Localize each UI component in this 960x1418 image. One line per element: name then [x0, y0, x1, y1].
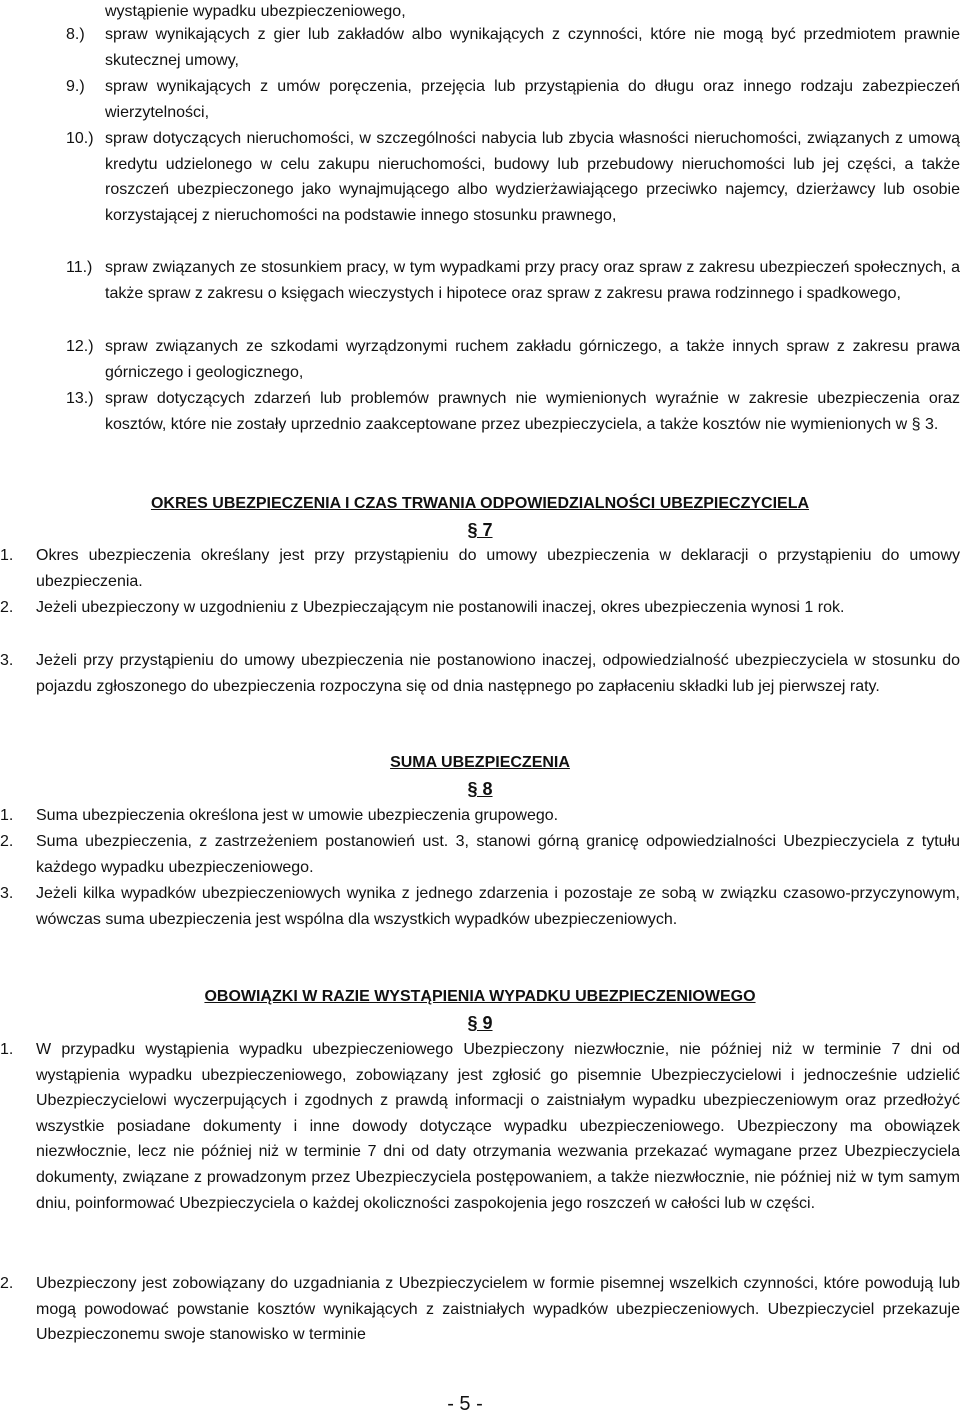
paragraph-number: § 8 [467, 779, 493, 799]
item-text: spraw wynikających z umów poręczenia, przejęcia lub przystąpienia do długu oraz innego rodzaju zabezpieczeń wierzytelności, [105, 78, 960, 121]
item-text: spraw związanych ze szkodami wyrządzonymi ruchem zakładu górniczego, a także innych spraw z zakresu prawa górniczego i geologicznego, [105, 338, 960, 381]
item-text: spraw dotyczących nieruchomości, w szczególności nabycia lub zbycia własności nieruchomości, związanych z umową kredytu udzielonego w celu zakupu nieruchomości, budowy lub przebudowy nieruchomości lub jej części, a także roszczeń ubezpieczonego jako wynajmującego albo wydzierżawiającego przeciwko najemcy, dzierżawcy lub osobie korzystającej z nieruchomości na podstawie innego stosunku prawnego, [105, 130, 960, 224]
item-number: 2. [0, 833, 14, 850]
list-item [0, 648, 960, 699]
list-item [66, 74, 960, 125]
list-item [66, 22, 960, 73]
item-text: Okres ubezpieczenia określany jest przy przystąpieniu do umowy ubezpieczenia w deklaracji o przystąpieniu do umowy ubezpieczenia. [36, 547, 960, 590]
item-number: 11.) [66, 259, 93, 276]
item-number: 2. [0, 599, 14, 616]
item-text: Ubezpieczony jest zobowiązany do uzgadniania z Ubezpieczycielem w formie pisemnej wszelkich czynności, które powodują lub mogą powodować powstanie kosztów wynikających z zaistniałych wypadków ubezpieczeniowych. Ubezpieczyciel przekazuje Ubezpieczonemu swoje stanowisko w terminie [36, 1275, 960, 1344]
paragraph-number: § 7 [467, 520, 493, 540]
item-text: Jeżeli kilka wypadków ubezpieczeniowych wynika z jednego zdarzenia i pozostaje ze sobą w związku czasowo-przyczynowym, wówczas suma ubezpieczenia jest wspólna dla wszystkich wypadków ubezpieczeniowych. [36, 885, 960, 928]
list-item [0, 829, 960, 880]
continuation-text: wystąpienie wypadku ubezpieczeniowego, [105, 3, 406, 20]
section-heading: OBOWIĄZKI W RAZIE WYSTĄPIENIA WYPADKU UBEZPIECZENIOWEGO [204, 988, 756, 1005]
list-item [0, 543, 960, 594]
item-number: 1. [0, 807, 14, 824]
item-text: W przypadku wystąpienia wypadku ubezpieczeniowego Ubezpieczony niezwłocznie, nie później niż w terminie 7 dni od wystąpienia wypadku ubezpieczeniowego, zobowiązany jest zgłosić go pisemnie Ubezpieczycielowi i jednocześnie udzielić Ubezpieczycielowi wyczerpujących i zgodnych z prawdą informacji o zaistniałym wypadku ubezpieczeniowym oraz przedłożyć wszystkie posiadane dokumenty i inne dowody dotyczące wypadku ubezpieczeniowego. Ubezpieczony ma obowiązek niezwłocznie, lecz nie później niż w terminie 7 dni od daty otrzymania wezwania przekazać wymagane przez Ubezpieczyciela dokumenty, związane z prowadzonym przez Ubezpieczyciela postępowaniem, a także niezwłocznie, nie później niż w tym samym dniu, poinformować Ubezpieczyciela o każdej okoliczności zaspokojenia jego roszczeń w całości lub w części. [36, 1041, 960, 1212]
section-heading: OKRES UBEZPIECZENIA I CZAS TRWANIA ODPOWIEDZIALNOŚCI UBEZPIECZYCIELA [150, 495, 810, 512]
item-number: 3. [0, 885, 14, 902]
item-text: spraw wynikających z gier lub zakładów albo wynikających z czynności, które nie mogą być przedmiotem prawnie skutecznej umowy, [105, 26, 960, 69]
list-item [0, 803, 960, 829]
item-number: 12.) [66, 338, 94, 355]
page-number: - 5 - [447, 1393, 483, 1415]
item-number: 1. [0, 547, 14, 564]
item-number: 3. [0, 652, 14, 669]
list-item [0, 595, 960, 621]
item-text: spraw związanych ze stosunkiem pracy, w tym wypadkami przy pracy oraz spraw z zakresu ubezpieczeń społecznych, a także spraw z zakresu o księgach wieczystych i hipotece oraz spraw z zakresu prawa rodzinnego i spadkowego, [105, 259, 960, 302]
list-item [66, 334, 960, 385]
item-text: Jeżeli przy przystąpieniu do umowy ubezpieczenia nie postanowiono inaczej, odpowiedzialność ubezpieczyciela w stosunku do pojazdu zgłoszonego do ubezpieczenia rozpoczyna się od dnia następnego po zapłaceniu składki lub jej pierwszej raty. [36, 652, 960, 695]
continuation-line [105, 0, 925, 25]
item-number: 13.) [66, 390, 94, 407]
paragraph-number: § 9 [467, 1013, 493, 1033]
item-number: 8.) [66, 26, 85, 43]
item-number: 1. [0, 1041, 14, 1058]
item-text: Jeżeli ubezpieczony w uzgodnieniu z Ubezpieczającym nie postanowili inaczej, okres ubezpieczenia wynosi 1 rok. [36, 599, 845, 616]
list-item [66, 126, 960, 228]
item-text: Suma ubezpieczenia, z zastrzeżeniem postanowień ust. 3, stanowi górną granicę odpowiedzialności Ubezpieczyciela z tytułu każdego wypadku ubezpieczeniowego. [36, 833, 960, 876]
item-number: 2. [0, 1275, 14, 1292]
list-item [0, 1037, 960, 1216]
item-number: 9.) [66, 78, 85, 95]
list-item [0, 1271, 960, 1348]
list-item [0, 881, 960, 932]
item-number: 10.) [66, 130, 94, 147]
item-text: Suma ubezpieczenia określona jest w umowie ubezpieczenia grupowego. [36, 807, 559, 824]
section-heading: SUMA UBEZPIECZENIA [390, 754, 570, 771]
list-item [66, 255, 960, 306]
item-text: spraw dotyczących zdarzeń lub problemów prawnych nie wymienionych wyraźnie w zakresie ubezpieczenia oraz kosztów, które nie zostały uprzednio zaakceptowane przez ubezpieczyciela, a także kosztów nie wymienionych w § 3. [105, 390, 960, 433]
list-item [66, 386, 960, 437]
